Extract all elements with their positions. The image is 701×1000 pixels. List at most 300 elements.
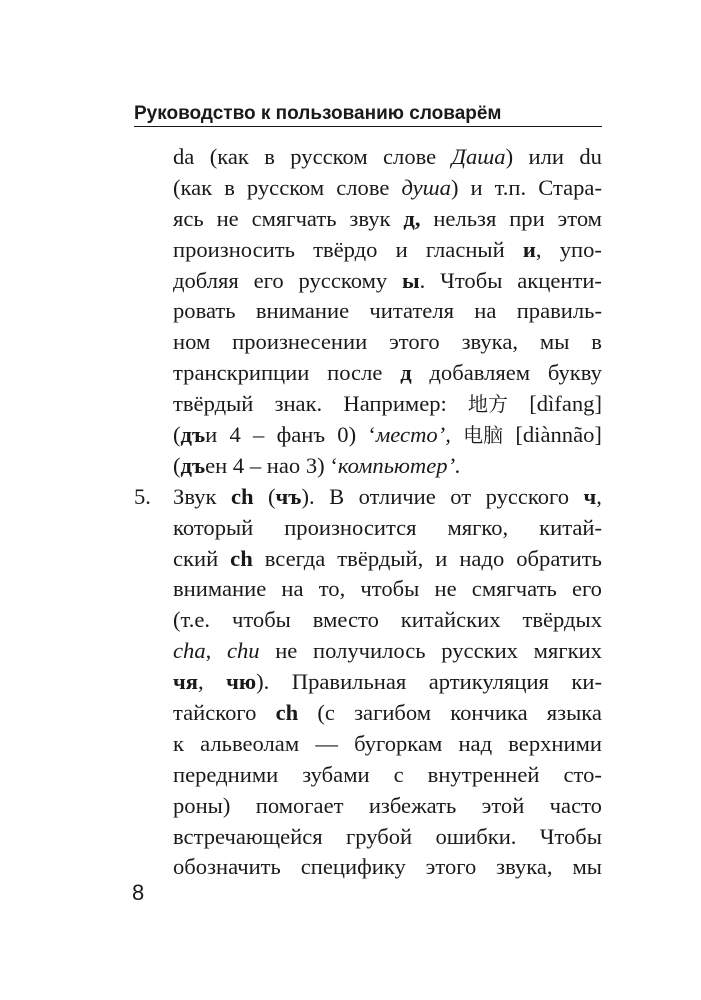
- word: [429, 667, 549, 698]
- word: [572, 574, 602, 605]
- text-run: ): [450, 174, 459, 200]
- word: [558, 204, 602, 235]
- word: [540, 822, 602, 853]
- word: [547, 698, 602, 729]
- word: [227, 636, 260, 667]
- text-run: в: [224, 174, 235, 200]
- word: [591, 327, 602, 358]
- text-run: отличие: [358, 483, 436, 509]
- text-line-content: [173, 235, 602, 266]
- text-run: твёрдых: [522, 607, 602, 633]
- text-run: смягчать: [251, 205, 337, 231]
- word: [173, 791, 230, 822]
- word: [550, 791, 602, 822]
- text-run: в: [591, 329, 602, 355]
- word: [327, 358, 382, 389]
- text-run: и: [522, 236, 536, 262]
- text-run: твёрдо: [313, 236, 378, 262]
- word: [173, 266, 239, 297]
- text-run: надо: [459, 545, 505, 571]
- text-run: Например:: [343, 391, 447, 417]
- text-run: мягких: [533, 638, 602, 664]
- text-run: ч: [583, 483, 597, 509]
- text-run: 4: [229, 422, 241, 448]
- text-run: не: [434, 576, 457, 602]
- text-line: [134, 852, 602, 883]
- word: [529, 142, 564, 173]
- text-run: смягчать: [471, 576, 557, 602]
- text-run: или: [528, 144, 564, 169]
- word: [173, 358, 309, 389]
- word: [403, 204, 420, 235]
- text-line-content: [173, 142, 602, 173]
- word: [173, 482, 217, 513]
- word: [343, 389, 446, 420]
- word: [471, 173, 483, 204]
- word: [268, 482, 315, 513]
- text-run: грубой: [345, 823, 413, 849]
- text-run: акценти-: [517, 267, 602, 293]
- text-run: ы: [402, 267, 420, 293]
- word: [277, 420, 325, 451]
- word: [433, 204, 496, 235]
- text-run: языка: [546, 700, 602, 726]
- text-run: ‘: [368, 422, 376, 448]
- text-run: на: [281, 576, 304, 602]
- word: [173, 605, 210, 636]
- text-run: гласный: [425, 236, 505, 262]
- word: [540, 327, 569, 358]
- text-run: нельзя: [433, 205, 497, 231]
- text-run: сто-: [563, 761, 602, 787]
- header-rule: [134, 126, 602, 127]
- word: [474, 296, 496, 327]
- text-run: чтобы: [360, 576, 420, 602]
- text-run: Чтобы: [539, 823, 602, 849]
- text-run: (: [173, 422, 181, 448]
- text-run: произносить: [173, 236, 295, 262]
- text-line-content: [173, 173, 602, 204]
- text-run: его: [253, 267, 284, 293]
- word: [401, 605, 501, 636]
- text-run: chu: [226, 638, 260, 664]
- word: [435, 544, 447, 575]
- text-line: [134, 327, 602, 358]
- word: [299, 266, 388, 297]
- word: [354, 729, 442, 760]
- text-run: в: [264, 144, 275, 169]
- word: [232, 327, 367, 358]
- word: [173, 327, 210, 358]
- text-run: мы: [572, 854, 602, 880]
- word: [281, 574, 303, 605]
- word: [313, 636, 426, 667]
- text-run: от: [450, 483, 472, 509]
- text-run: обратить: [516, 545, 602, 571]
- text-run: не: [216, 205, 239, 231]
- text-run: кончика: [450, 700, 528, 726]
- word: [173, 173, 212, 204]
- word: [516, 544, 602, 575]
- word: [252, 204, 337, 235]
- text-run: русского: [485, 483, 570, 509]
- text-run: специфику: [300, 854, 406, 880]
- text-run: звука,: [496, 854, 553, 880]
- word: [522, 605, 602, 636]
- word: [173, 544, 218, 575]
- body-text: [134, 142, 602, 883]
- text-run: du: [579, 144, 602, 169]
- word: [329, 482, 344, 513]
- page-number: 8: [132, 880, 145, 905]
- text-run: роны): [173, 792, 231, 818]
- word: [508, 729, 602, 760]
- word: [369, 296, 454, 327]
- text-run: 地方: [468, 392, 509, 417]
- text-line: [134, 636, 602, 667]
- text-run: (: [173, 452, 181, 478]
- text-line-content: [173, 698, 602, 729]
- text-run: т.п.: [494, 174, 527, 200]
- text-run: получилось: [313, 638, 426, 664]
- word: [319, 574, 346, 605]
- text-run: чя: [173, 669, 198, 695]
- word: [435, 822, 516, 853]
- text-run: при: [509, 205, 545, 231]
- word: [290, 142, 367, 173]
- word: [313, 605, 379, 636]
- word: [349, 204, 390, 235]
- text-line: [134, 760, 602, 791]
- word: [572, 852, 601, 883]
- word: [402, 266, 425, 297]
- text-run: и: [470, 174, 483, 200]
- word: [450, 698, 527, 729]
- text-line-content: [173, 296, 602, 327]
- word: [173, 822, 323, 853]
- word: [173, 296, 236, 327]
- word: [509, 204, 544, 235]
- word: [275, 636, 297, 667]
- text-run: правиль-: [516, 298, 602, 324]
- word: [440, 266, 502, 297]
- text-line-content: [173, 327, 602, 358]
- text-run: обозначить: [173, 854, 281, 880]
- text-run: этого: [425, 854, 477, 880]
- text-run: слове: [336, 174, 390, 200]
- text-run: всегда: [264, 545, 326, 571]
- text-run: на: [474, 298, 497, 324]
- text-line-content: [173, 482, 602, 513]
- text-line-content: [173, 574, 602, 605]
- word: [284, 513, 416, 544]
- word: [539, 513, 602, 544]
- text-line: [134, 513, 602, 544]
- text-line-content: [173, 605, 602, 636]
- word: [173, 513, 253, 544]
- text-line-content: [173, 204, 602, 235]
- text-run: и: [395, 236, 408, 262]
- text-run: русских: [441, 638, 518, 664]
- word: [230, 544, 253, 575]
- word: [447, 513, 508, 544]
- word: [173, 760, 278, 791]
- word: [401, 173, 458, 204]
- text-run: его: [571, 576, 602, 602]
- word: [292, 667, 407, 698]
- text-run: звука,: [461, 329, 518, 355]
- text-run: мягко,: [447, 514, 509, 540]
- word: [458, 729, 492, 760]
- word: [229, 420, 240, 451]
- text-line: [134, 420, 602, 451]
- word: [428, 760, 540, 791]
- text-run: после: [327, 360, 383, 386]
- text-run: и: [205, 422, 218, 448]
- text-run: твёрдый,: [337, 545, 424, 571]
- word: [173, 235, 295, 266]
- word: [173, 574, 266, 605]
- text-line: [134, 729, 602, 760]
- word: [173, 636, 211, 667]
- word: [224, 173, 235, 204]
- word: [173, 389, 253, 420]
- text-run: ошибки.: [435, 823, 517, 849]
- text-run: Чтобы: [440, 267, 503, 293]
- text-run: зубами: [302, 761, 370, 787]
- word: [253, 420, 264, 451]
- text-line: [134, 544, 602, 575]
- text-run: который: [173, 514, 254, 540]
- text-run: .: [419, 267, 426, 293]
- text-run: [diànnão]: [515, 422, 602, 448]
- text-run: часто: [549, 792, 602, 818]
- text-line-content: [173, 358, 602, 389]
- text-run: —: [315, 730, 338, 756]
- text-line: [134, 358, 602, 389]
- word: [315, 729, 338, 760]
- text-line-content: [173, 822, 602, 853]
- text-run: читателя: [369, 298, 455, 324]
- text-line-content: [173, 667, 602, 698]
- text-line: [134, 574, 602, 605]
- text-run: 电脑: [463, 423, 504, 448]
- text-run: ясь: [173, 205, 204, 231]
- text-run: знак.: [274, 391, 323, 417]
- text-run: ровать: [173, 298, 236, 324]
- text-run: дъ: [180, 422, 206, 448]
- text-run: ,: [535, 236, 542, 262]
- word: [360, 574, 419, 605]
- text-run: над: [458, 730, 493, 756]
- word: [394, 760, 404, 791]
- word: [256, 791, 344, 822]
- text-run: (т.е.: [173, 607, 211, 633]
- word: [389, 327, 440, 358]
- word: [173, 420, 217, 451]
- text-line-content: [173, 420, 602, 451]
- word: [495, 173, 527, 204]
- text-line-content: [173, 544, 602, 575]
- text-line: [134, 204, 602, 235]
- text-line: [134, 605, 602, 636]
- word: [426, 852, 477, 883]
- text-run: русскому: [298, 267, 388, 293]
- word: [265, 544, 326, 575]
- text-line-content: [173, 760, 602, 791]
- word: [548, 358, 602, 389]
- word: [468, 389, 508, 420]
- word: [173, 142, 194, 173]
- text-line: [134, 296, 602, 327]
- text-run: компьютер’.: [337, 452, 461, 478]
- word: [459, 544, 504, 575]
- word: [173, 729, 184, 760]
- text-run: ).: [301, 483, 315, 509]
- word: [452, 142, 514, 173]
- text-line-content: [173, 852, 602, 883]
- text-run: букву: [547, 360, 602, 386]
- text-run: и: [435, 545, 448, 571]
- word: [396, 235, 408, 266]
- text-run: ch: [275, 700, 299, 726]
- text-run: ch: [230, 483, 254, 509]
- text-run: верхними: [508, 730, 602, 756]
- text-run: чю: [226, 669, 257, 695]
- text-run: cha: [173, 638, 206, 664]
- text-line: [134, 667, 602, 698]
- word: [579, 142, 602, 173]
- word: [210, 142, 249, 173]
- word: [529, 389, 602, 420]
- text-run: русском: [246, 174, 325, 200]
- text-line: [134, 451, 602, 482]
- word: [336, 173, 389, 204]
- word: [482, 791, 525, 822]
- text-run: дъ: [180, 452, 206, 478]
- text-run: внимание: [173, 576, 267, 602]
- text-run: внутренней: [427, 761, 540, 787]
- text-line: [134, 389, 602, 420]
- text-run: русском: [290, 144, 368, 169]
- text-run: вместо: [312, 607, 379, 633]
- text-run: д,: [403, 205, 421, 231]
- text-run: этом: [557, 205, 602, 231]
- text-line-content: [173, 791, 602, 822]
- text-run: альвеолам: [200, 730, 300, 756]
- word: [337, 544, 423, 575]
- word: [534, 636, 602, 667]
- text-run: –: [253, 422, 265, 448]
- text-line: [134, 266, 602, 297]
- text-run: ,: [197, 669, 204, 695]
- text-run: д: [400, 360, 412, 386]
- word: [226, 667, 269, 698]
- word: [435, 574, 457, 605]
- word: [173, 204, 204, 235]
- word: [301, 852, 406, 883]
- text-run: (с: [317, 700, 335, 726]
- text-line-content: [173, 451, 602, 482]
- word: [173, 698, 256, 729]
- word: [523, 235, 542, 266]
- text-run: ,: [596, 483, 602, 509]
- text-line-content: [173, 636, 602, 667]
- word: [462, 327, 518, 358]
- text-run: ский: [173, 545, 219, 571]
- text-run: этой: [481, 792, 525, 818]
- word: [254, 266, 284, 297]
- text-run: не: [275, 638, 298, 664]
- word: [571, 667, 602, 698]
- text-line: [134, 791, 602, 822]
- word: [337, 420, 356, 451]
- text-line: [134, 235, 602, 266]
- text-run: транскрипции: [173, 360, 310, 386]
- text-run: твёрдый: [173, 391, 254, 417]
- word: [302, 760, 369, 791]
- text-run: то,: [318, 576, 346, 602]
- text-run: фанъ: [276, 422, 326, 448]
- text-run: китай-: [539, 514, 602, 540]
- word: [313, 235, 377, 266]
- text-run: с: [393, 761, 404, 787]
- text-run: упо-: [559, 236, 602, 262]
- word: [368, 420, 451, 451]
- text-line: [134, 698, 602, 729]
- text-run: В: [329, 483, 345, 509]
- text-run: (как: [173, 174, 213, 200]
- word: [256, 296, 349, 327]
- text-run: бугоркам: [354, 730, 443, 756]
- text-run: [dìfang]: [529, 391, 602, 417]
- word: [584, 482, 602, 513]
- text-run: душа: [401, 174, 451, 200]
- word: [429, 358, 530, 389]
- text-line: [134, 822, 602, 853]
- text-run: ).: [256, 669, 270, 695]
- text-run: (: [268, 483, 276, 509]
- word: [200, 729, 299, 760]
- text-run: da: [173, 144, 195, 169]
- word: [346, 822, 412, 853]
- word: [232, 605, 291, 636]
- text-run: мы: [539, 329, 570, 355]
- text-run: добавляем: [429, 360, 531, 386]
- text-run: тайского: [173, 700, 257, 726]
- word: [472, 574, 557, 605]
- word: [231, 482, 254, 513]
- text-run: звук: [349, 205, 391, 231]
- text-run: произносится: [284, 514, 417, 540]
- word: [383, 142, 436, 173]
- text-run: ,: [205, 638, 212, 664]
- text-run: 0): [337, 422, 357, 448]
- word: [426, 235, 505, 266]
- list-marker: 5.: [134, 483, 151, 509]
- text-run: Даша: [451, 144, 506, 169]
- text-run: чъ: [275, 483, 302, 509]
- word: [560, 235, 602, 266]
- text-run: ки-: [571, 669, 602, 695]
- text-line: [134, 482, 602, 513]
- text-run: ном: [173, 329, 211, 355]
- text-run: ch: [230, 545, 253, 571]
- text-run: чтобы: [231, 607, 291, 633]
- word: [173, 852, 281, 883]
- word: [564, 760, 602, 791]
- word: [173, 667, 204, 698]
